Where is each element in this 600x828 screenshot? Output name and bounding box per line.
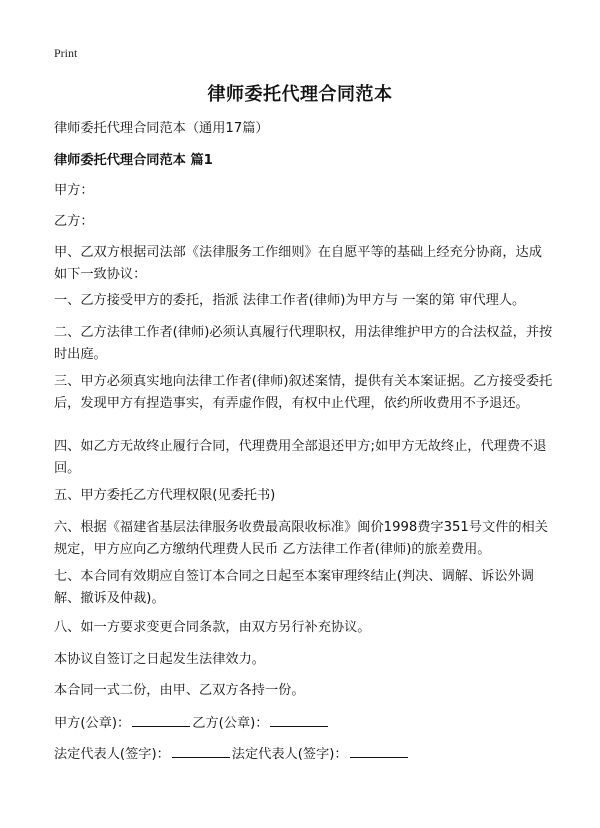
rep-b-blank (350, 743, 408, 758)
representative-signature-row (54, 743, 410, 766)
rep-a-blank (172, 743, 230, 758)
paragraph-copies: 本合同一式二份，由甲、乙双方各持一份。 (54, 683, 305, 698)
document-title: 律师委托代理合同范本 (207, 84, 393, 105)
print-link[interactable]: Print (54, 46, 78, 60)
paragraph-clause-4: 四、如乙方无故终止履行合同，代理费用全部退还甲方;如甲方无故终止，代理费不退回。 (54, 439, 547, 476)
party-a-seal-label: 甲方(公章)： (54, 716, 131, 731)
seal-signature-row (54, 712, 330, 735)
party-a-seal-blank (132, 712, 190, 727)
party-b-seal-label: 乙方(公章)： (192, 716, 269, 731)
paragraph-clause-8: 八、如一方要求变更合同条款，由双方另行补充协议。 (54, 620, 371, 635)
section-heading: 律师委托代理合同范本 篇1 (54, 153, 213, 168)
document-subtitle: 律师委托代理合同范本（通用17篇） (54, 121, 269, 136)
party-a-label: 甲方： (54, 183, 94, 198)
paragraph-clause-1: 一、乙方接受甲方的委托，指派 法律工作者(律师)为甲方与 一案的第 审代理人。 (54, 293, 526, 308)
paragraph-effective: 本协议自签订之日起发生法律效力。 (54, 652, 265, 667)
paragraph-intro: 甲、乙双方根据司法部《法律服务工作细则》在自愿平等的基础上经充分协商，达成如下一致协议： (54, 245, 542, 282)
party-b-label: 乙方： (54, 214, 94, 229)
paragraph-clause-6: 六、根据《福建省基层法律服务收费最高限收标准》闽价1998费字351号文件的相关规定，甲方应向乙方缴纳代理费人民币 乙方法律工作者(律师)的旅差费用。 (54, 520, 548, 557)
rep-a-label: 法定代表人(签字)： (54, 747, 170, 762)
paragraph-clause-3: 三、甲方必须真实地向法律工作者(律师)叙述案情，提供有关本案证据。乙方接受委托后，发现甲方有捏造事实，有弄虚作假，有权中止代理，依约所收费用不予退还。 (54, 374, 553, 411)
party-b-seal-blank (270, 712, 328, 727)
paragraph-clause-7: 七、本合同有效期应自签订本合同之日起至本案审理终结止(判决、调解、诉讼外调解、撤诉及仲裁)。 (54, 569, 534, 606)
rep-b-label: 法定代表人(签字)： (231, 747, 348, 762)
paragraph-clause-5: 五、甲方委托乙方代理权限(见委托书) (54, 488, 276, 503)
paragraph-clause-2: 二、乙方法律工作者(律师)必须认真履行代理职权，用法律维护甲方的合法权益，并按时出庭。 (54, 325, 553, 362)
